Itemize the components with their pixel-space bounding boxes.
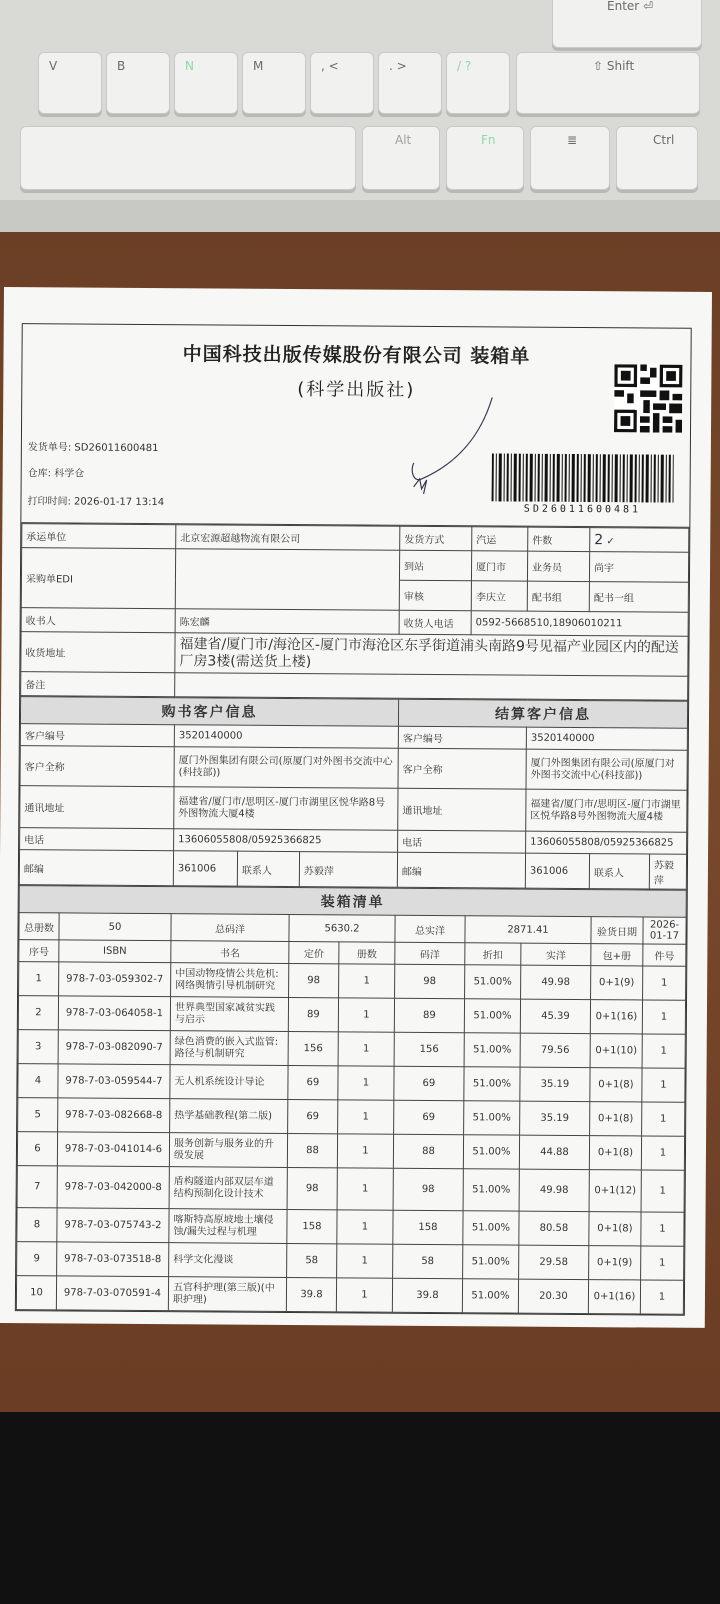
row-price: 98 [287,1167,337,1209]
settle-zip-value: 361006 [525,853,589,888]
row-discount: 51.00% [464,1033,520,1067]
row-list-value: 88 [393,1134,463,1168]
settle-code-label: 客户编号 [398,726,526,749]
destination-value: 厦门市 [471,551,527,581]
row-qty: 1 [338,1066,394,1100]
table-row [17,1166,684,1213]
key-space [20,126,356,190]
row-isbn: 978-7-03-070591-4 [56,1276,168,1311]
col-discount: 折扣 [465,943,521,965]
row-title: 绿色消费的嵌入式监管:路径与机制研究 [170,1031,288,1066]
key-slash: / ? [446,52,510,114]
buyer-zip-label: 邮编 [19,850,173,886]
row-isbn: 978-7-03-073518-8 [57,1242,169,1277]
row-seq: 1 [19,962,59,996]
total-actual-value: 2871.41 [465,916,591,944]
row-discount: 51.00% [464,1101,520,1135]
barcode-icon [492,453,674,502]
table-row [17,1242,684,1281]
carrier-value: 北京宏源超越物流有限公司 [176,525,400,551]
receiver-label: 收书人 [21,608,175,633]
buyer-name-value: 厦门外图集团有限公司(原厦门对外图书交流中心(科技部)) [174,747,398,789]
row-list-value: 98 [393,1168,463,1210]
row-piece-no: 1 [642,1102,685,1136]
row-qty: 1 [337,1210,393,1244]
row-price: 89 [288,998,338,1032]
buyer-addr-label: 通讯地址 [20,786,174,829]
row-actual-value: 44.88 [519,1135,589,1169]
settle-contact-value: 苏毅萍 [649,854,686,889]
customer-info-table [19,696,688,890]
row-isbn: 978-7-03-064058-1 [58,996,170,1031]
row-discount: 51.00% [465,965,521,999]
row-pack: 0+1(10) [590,1034,642,1068]
row-list-value: 156 [394,1032,464,1066]
table-row [17,1132,684,1171]
handwritten-signature [392,391,503,502]
row-seq: 6 [17,1132,57,1166]
print-time: 打印时间: 2026-01-17 13:14 [27,496,165,509]
row-seq: 5 [18,1098,58,1132]
row-price: 69 [288,1100,338,1134]
row-qty: 1 [336,1278,392,1312]
row-title: 科学文化漫谈 [169,1243,287,1278]
row-list-value: 69 [394,1066,464,1100]
row-seq: 7 [17,1166,57,1208]
ship-method-value: 汽运 [472,527,528,551]
col-qty: 册数 [339,942,395,964]
remark-value [175,673,688,701]
row-pack: 0+1(8) [589,1136,641,1170]
col-price: 定价 [289,942,339,964]
ship-method-label: 发货方式 [400,526,472,551]
row-qty: 1 [337,1134,393,1168]
shipment-no: 发货单号: SD26011600481 [27,442,159,455]
qr-code-icon [614,364,682,432]
warehouse: 仓库: 科学仓 [27,468,85,480]
row-piece-no: 1 [642,1000,685,1034]
row-title: 无人机系统设计导论 [170,1065,288,1100]
keyboard-frame [0,200,720,232]
row-actual-value: 20.30 [518,1279,588,1313]
group-value: 配书一组 [589,582,688,613]
row-isbn: 978-7-03-059302-7 [59,962,171,997]
pieces-value: 2 ✓ [590,528,689,553]
settle-addr-value: 福建省/厦门市/思明区-厦门市湖里区悦华路8号外图物流大厦4楼 [526,789,687,832]
doc-header [21,338,690,528]
packing-slip-form [15,323,692,1316]
buyer-phone-value: 13606055808/05925366825 [174,829,398,853]
row-discount: 51.00% [463,1135,519,1169]
doc-title: 中国科技出版传媒股份有限公司 装箱单 [182,343,531,368]
col-pack: 包+册 [591,944,643,966]
row-title: 中国动物疫情公共危机:网络舆情引导机制研究 [171,963,289,998]
key-alt: Alt [362,126,440,190]
address-value: 福建省/厦门市/海沧区-厦门市海沧区东孚街道浦头南路9号见福产业园区内的配送厂房3楼(需送货上楼) [175,633,688,677]
table-row [18,1098,685,1137]
settle-phone-label: 电话 [398,830,526,853]
row-isbn: 978-7-03-059544-7 [58,1064,170,1099]
row-seq: 8 [17,1208,57,1242]
row-isbn: 978-7-03-041014-6 [57,1132,169,1167]
shipping-info-table [20,523,689,701]
key-v: V [38,52,102,114]
row-actual-value: 49.98 [521,965,591,999]
row-discount: 51.00% [463,1211,519,1245]
row-seq: 3 [18,1030,58,1064]
row-seq: 10 [16,1276,56,1310]
group-label: 配书组 [527,581,589,611]
receiver-value: 陈宏麟 [175,609,399,635]
row-discount: 51.00% [462,1279,518,1313]
settle-code-value: 3520140000 [526,727,687,750]
carrier-label: 承运单位 [22,524,176,549]
destination-label: 到站 [399,550,471,581]
doc-subtitle: (科学出版社) [297,379,416,401]
buyer-phone-label: 电话 [20,828,174,851]
col-isbn: ISBN [59,940,171,963]
row-piece-no: 1 [642,1068,685,1102]
buyer-zip-value: 361006 [173,851,237,886]
settle-name-value: 厦门外图集团有限公司(原厦门对外图书交流中心(科技部)) [526,749,687,790]
row-pack: 0+1(16) [588,1280,640,1314]
row-price: 88 [287,1134,337,1168]
col-title: 书名 [171,941,289,964]
barcode-text: SD26011600481 [523,503,642,516]
key-n: N [174,52,238,114]
settle-contact-label: 联系人 [589,854,649,889]
key-ctrl: Ctrl [616,126,698,190]
row-actual-value: 35.19 [520,1101,590,1135]
row-title: 服务创新与服务业的升级发展 [169,1133,287,1168]
key-menu: ≣ [530,126,610,190]
buyer-contact-value: 苏毅萍 [299,852,397,888]
row-piece-no: 1 [641,1170,684,1212]
buyer-contact-label: 联系人 [237,851,299,886]
row-title: 世界典型国家减贫实践与启示 [170,997,288,1032]
row-list-value: 158 [393,1210,463,1244]
col-piece-no: 件号 [643,944,686,966]
row-isbn: 978-7-03-042000-8 [57,1166,169,1209]
row-price: 39.8 [286,1277,336,1311]
settle-name-label: 客户全称 [398,748,526,789]
remark-label: 备注 [21,672,175,697]
row-price: 98 [289,964,339,998]
row-isbn: 978-7-03-082090-7 [58,1030,170,1065]
settle-addr-label: 通讯地址 [398,788,526,831]
buyer-code-label: 客户编号 [20,724,174,747]
row-qty: 1 [338,1032,394,1066]
buyer-code-value: 3520140000 [174,725,398,749]
row-list-value: 89 [394,998,464,1032]
row-title: 喀斯特高原坡地土壤侵蚀/漏失过程与机理 [169,1209,287,1244]
row-seq: 2 [18,996,58,1030]
pieces-label: 件数 [528,527,590,551]
row-pack: 0+1(8) [589,1212,641,1246]
row-seq: 9 [17,1242,57,1276]
row-actual-value: 79.56 [520,1033,590,1067]
row-isbn: 978-7-03-082668-8 [58,1098,170,1133]
row-list-value: 39.8 [392,1278,462,1312]
row-piece-no: 1 [641,1246,684,1280]
row-qty: 1 [337,1168,393,1210]
row-discount: 51.00% [464,999,520,1033]
row-price: 158 [287,1209,337,1243]
row-title: 五官科护理(第三版)(中职护理) [168,1277,286,1312]
row-actual-value: 29.58 [519,1245,589,1279]
row-pack: 0+1(8) [590,1068,642,1102]
key-m: M [242,52,306,114]
row-list-value: 69 [394,1100,464,1134]
receiver-phone-value: 0592-5668510,18906010211 [471,611,688,637]
check-date-label: 验货日期 [591,917,643,944]
row-seq: 4 [18,1064,58,1098]
row-list-value: 98 [395,964,465,998]
row-pack: 0+1(9) [591,966,643,1000]
row-piece-no: 1 [641,1212,684,1246]
col-list-value: 码洋 [395,942,465,964]
row-piece-no: 1 [640,1280,683,1314]
buyer-info-head: 购书客户信息 [20,697,398,727]
row-actual-value: 80.58 [519,1211,589,1245]
key-enter: Enter ⏎ [552,0,702,48]
salesperson-value: 尚宇 [589,552,688,583]
row-pack: 0+1(12) [589,1170,641,1212]
purchase-edi-value [175,549,399,611]
row-qty: 1 [337,1244,393,1278]
packing-list-table [16,885,687,1315]
purchase-edi-label: 采购单EDI [21,548,175,609]
total-list-value: 5630.2 [289,915,395,943]
row-qty: 1 [338,998,394,1032]
settle-info-head: 结算客户信息 [398,699,687,728]
settle-phone-value: 13606055808/05925366825 [526,831,687,854]
row-actual-value: 45.39 [520,999,590,1033]
total-actual-label: 总实洋 [395,915,465,942]
table-row [18,996,685,1035]
row-price: 156 [288,1032,338,1066]
total-books-label: 总册数 [19,913,59,940]
settle-zip-label: 邮编 [397,852,525,888]
row-piece-no: 1 [643,966,686,1000]
key-fn: Fn [446,126,524,190]
key-shift: ⇧ Shift [516,52,700,114]
address-label: 收货地址 [21,632,175,673]
row-qty: 1 [338,1100,394,1134]
reviewer-label: 审核 [399,580,471,611]
salesperson-label: 业务员 [527,551,589,581]
table-row [16,1276,683,1315]
row-piece-no: 1 [641,1136,684,1170]
total-books-value: 50 [59,913,171,941]
row-piece-no: 1 [642,1034,685,1068]
receiver-phone-label: 收货人电话 [399,610,471,635]
check-date-value: 2026-01-17 [643,917,686,944]
row-isbn: 978-7-03-075743-2 [57,1208,169,1243]
keyboard [0,0,720,232]
table-row [18,1064,685,1103]
table-row [19,962,686,1001]
table-row [18,1030,685,1069]
row-pack: 0+1(16) [590,1000,642,1034]
buyer-name-label: 客户全称 [20,746,174,787]
col-actual-value: 实洋 [521,943,591,965]
row-price: 69 [288,1066,338,1100]
key-b: B [106,52,170,114]
row-qty: 1 [339,964,395,998]
packing-list-head: 装箱清单 [19,886,686,918]
row-discount: 51.00% [463,1245,519,1279]
row-pack: 0+1(9) [589,1246,641,1280]
col-seq: 序号 [19,940,59,962]
buyer-addr-value: 福建省/厦门市/思明区-厦门市湖里区悦华路8号外图物流大厦4楼 [174,787,398,831]
row-actual-value: 49.98 [519,1169,589,1211]
total-list-label: 总码洋 [171,914,289,942]
packing-slip-paper [0,287,712,1328]
row-pack: 0+1(8) [590,1102,642,1136]
packing-rows [16,962,685,1315]
row-discount: 51.00% [464,1067,520,1101]
dark-floor [0,1412,720,1604]
row-price: 58 [287,1243,337,1277]
key-period: . > [378,52,442,114]
row-list-value: 58 [393,1244,463,1278]
row-actual-value: 35.19 [520,1067,590,1101]
row-discount: 51.00% [463,1169,519,1211]
row-title: 盾构隧道内部双层车道结构预制化设计技术 [169,1167,287,1210]
key-comma: , < [310,52,374,114]
table-row [17,1208,684,1247]
row-title: 热学基础教程(第二版) [170,1099,288,1134]
reviewer-value: 李庆立 [471,581,527,611]
